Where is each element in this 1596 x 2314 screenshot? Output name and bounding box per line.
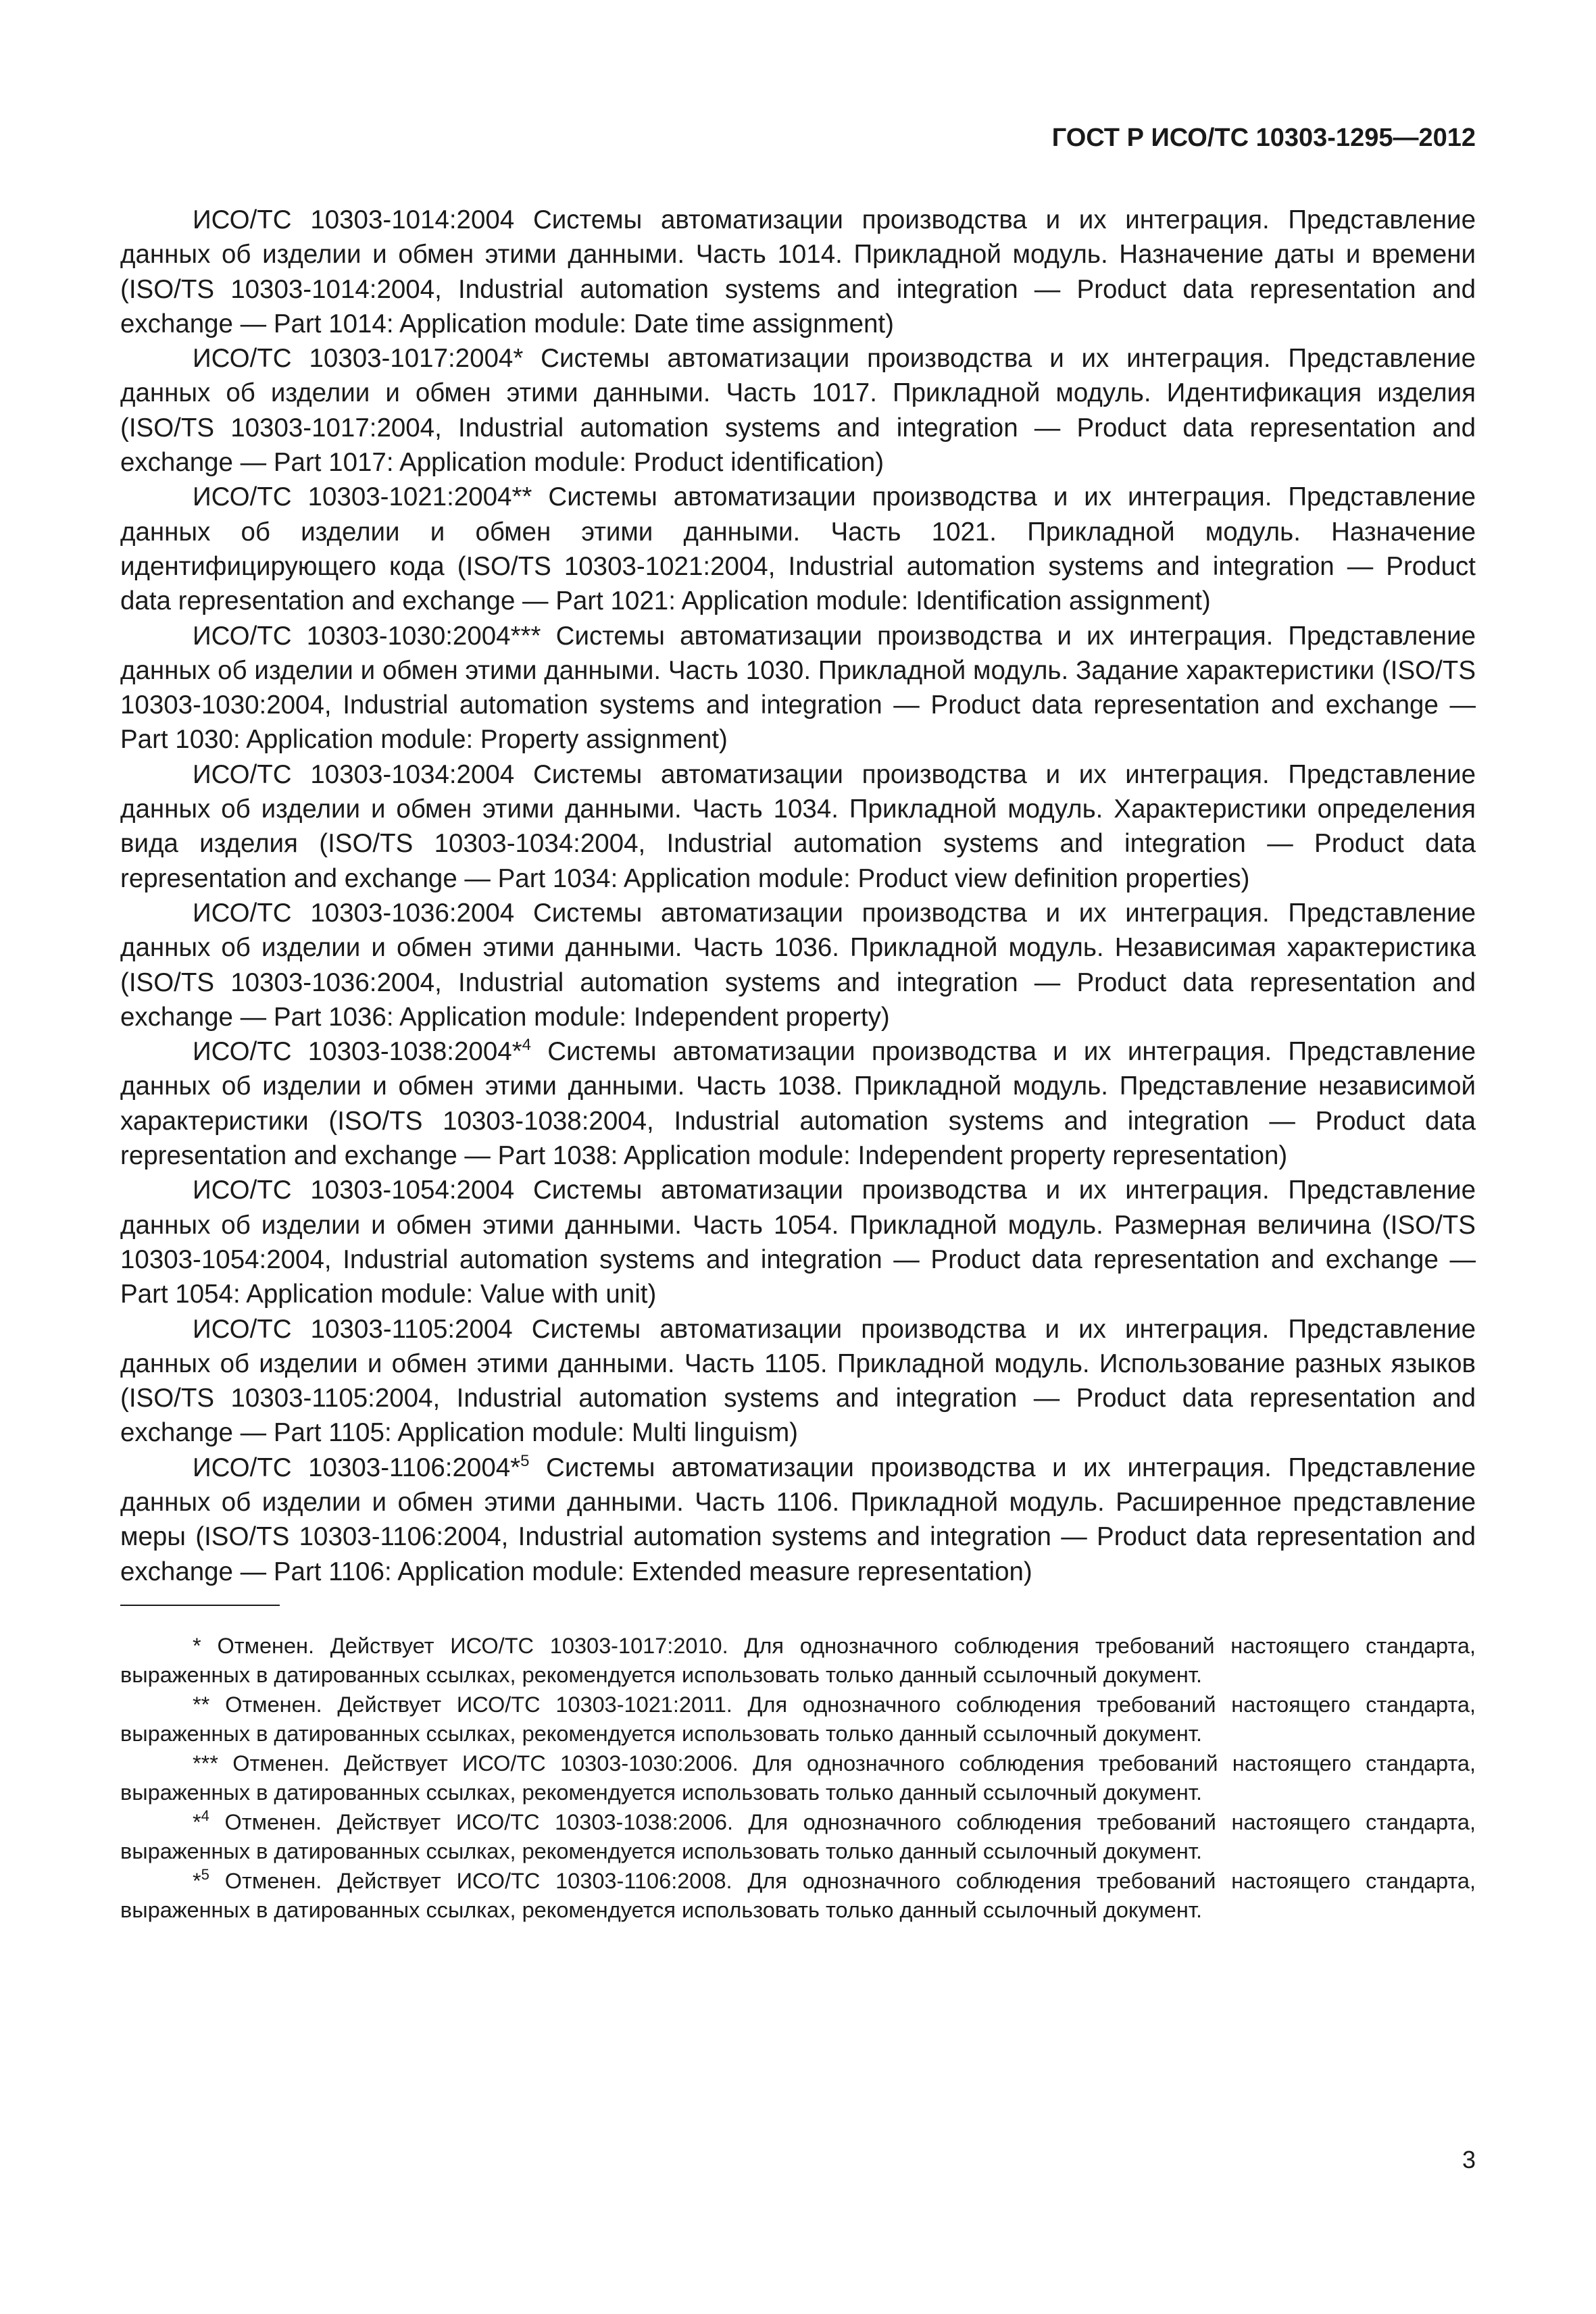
reference-mark: *** — [510, 621, 541, 651]
reference-text: Системы автоматизации производства и их интеграция. Представление данных об изделии и обмен этими данными. Часть 1030. Прикладной модуль. Задание характеристики (ISO/TS 10303-1030:2004, Industrial automation systems and integration — Product data representation and exchange — Part 1030: Application module: Property assignment) — [120, 621, 1476, 755]
footnote-mark-sup: 4 — [201, 1807, 209, 1824]
footnotes — [120, 1632, 1476, 1926]
normative-references-list — [120, 203, 1476, 1589]
footnote-separator — [120, 1605, 280, 1606]
reference-item — [120, 203, 1476, 341]
reference-code: ИСО/ТС 10303-1038:2004 — [193, 1037, 512, 1067]
reference-text: Системы автоматизации производства и их интеграция. Представление данных об изделии и обмен этими данными. Часть 1014. Прикладной модуль. Назначение даты и времени (ISO/TS 10303-1014:2004, Industrial automation systems and integration — Product data representation and exchange — Part 1014: Application module: Date time assignment) — [120, 205, 1476, 338]
reference-code: ИСО/ТС 10303-1054:2004 — [193, 1176, 515, 1205]
reference-text: Системы автоматизации производства и их интеграция. Представление данных об изделии и обмен этими данными. Часть 1036. Прикладной модуль. Независимая характеристика (ISO/TS 10303-1036:2004, Industrial automation systems and integration — Product data representation and exchange — Part 1036: Application module: Independent property) — [120, 898, 1476, 1032]
reference-mark: * — [513, 344, 524, 374]
footnote-mark: * — [193, 1869, 201, 1893]
reference-text: Системы автоматизации производства и их интеграция. Представление данных об изделии и обмен этими данными. Часть 1105. Прикладной модуль. Использование разных языков (ISO/TS 10303-1105:2004, Industrial automation systems and integration — Product data representation and exchange — Part 1105: Application module: Multi linguism) — [120, 1314, 1476, 1448]
reference-code: ИСО/ТС 10303-1034:2004 — [193, 759, 515, 789]
footnote-mark: ** — [193, 1692, 210, 1717]
reference-mark: ** — [512, 482, 532, 512]
page-number: 3 — [1462, 2146, 1476, 2173]
reference-mark-sup: 5 — [520, 1451, 530, 1470]
footnote-text: Отменен. Действует ИСО/ТС 10303-1038:2006. Для однозначного соблюдения требований настоящего стандарта, выраженных в датированных ссылках, рекомендуется использовать только данный ссылочный документ. — [120, 1810, 1476, 1863]
reference-code: ИСО/ТС 10303-1106:2004 — [193, 1453, 511, 1482]
reference-text: Системы автоматизации производства и их интеграция. Представление данных об изделии и обмен этими данными. Часть 1106. Прикладной модуль. Расширенное представление меры (ISO/TS 10303-1106:2004, Industrial automation systems and integration — Product data representation and exchange — Part 1106: Application module: Extended measure representation) — [120, 1453, 1476, 1586]
reference-item — [120, 1173, 1476, 1311]
footnote-item — [120, 1867, 1476, 1924]
reference-code: ИСО/ТС 10303-1014:2004 — [193, 205, 515, 234]
reference-item — [120, 1312, 1476, 1451]
reference-item — [120, 619, 1476, 757]
footnote-mark: *** — [193, 1751, 218, 1776]
reference-text: Системы автоматизации производства и их интеграция. Представление данных об изделии и обмен этими данными. Часть 1054. Прикладной модуль. Размерная величина (ISO/TS 10303-1054:2004, Industrial automation systems and integration — Product data representation and exchange — Part 1054: Application module: Value with unit) — [120, 1176, 1476, 1309]
footnote-item — [120, 1690, 1476, 1748]
document-header-code: ГОСТ Р ИСО/ТС 10303-1295—2012 — [1051, 124, 1476, 152]
reference-mark: * — [510, 1453, 521, 1482]
reference-text: Системы автоматизации производства и их интеграция. Представление данных об изделии и обмен этими данными. Часть 1021. Прикладной модуль. Назначение идентифицирующего кода (ISO/TS 10303-1021:2004, Industrial automation systems and integration — Product data representation and exchange — Part 1021: Application module: Identification assignment) — [120, 482, 1476, 616]
footnote-item — [120, 1808, 1476, 1865]
reference-item — [120, 896, 1476, 1034]
footnote-text: Отменен. Действует ИСО/ТС 10303-1030:2006. Для однозначного соблюдения требований настоящего стандарта, выраженных в датированных ссылках, рекомендуется использовать только данный ссылочный документ. — [120, 1751, 1476, 1805]
footnote-mark: * — [193, 1634, 201, 1658]
reference-text: Системы автоматизации производства и их интеграция. Представление данных об изделии и обмен этими данными. Часть 1038. Прикладной модуль. Представление независимой характеристики (ISO/TS 10303-1038:2004, Industrial automation systems and integration — Product data representation and exchange — Part 1038: Application module: Independent property representation) — [120, 1037, 1476, 1171]
reference-text: Системы автоматизации производства и их интеграция. Представление данных об изделии и обмен этими данными. Часть 1017. Прикладной модуль. Идентификация изделия (ISO/TS 10303-1017:2004, Industrial automation systems and integration — Product data representation and exchange — Part 1017: Application module: Product identification) — [120, 344, 1476, 478]
reference-code: ИСО/ТС 10303-1017:2004 — [193, 344, 514, 374]
reference-item — [120, 757, 1476, 896]
reference-item — [120, 480, 1476, 618]
reference-text: Системы автоматизации производства и их интеграция. Представление данных об изделии и обмен этими данными. Часть 1034. Прикладной модуль. Характеристики определения вида изделия (ISO/TS 10303-1034:2004, Industrial automation systems and integration — Product data representation and exchange — Part 1034: Application module: Product view definition properties) — [120, 759, 1476, 893]
footnote-text: Отменен. Действует ИСО/ТС 10303-1017:2010. Для однозначного соблюдения требований настоящего стандарта, выраженных в датированных ссылках, рекомендуется использовать только данный ссылочный документ. — [120, 1634, 1476, 1687]
footnote-mark: * — [193, 1810, 201, 1834]
footnote-item — [120, 1632, 1476, 1689]
footnote-text: Отменен. Действует ИСО/ТС 10303-1106:2008. Для однозначного соблюдения требований настоящего стандарта, выраженных в датированных ссылках, рекомендуется использовать только данный ссылочный документ. — [120, 1869, 1476, 1922]
reference-code: ИСО/ТС 10303-1021:2004 — [193, 482, 512, 512]
reference-mark: * — [512, 1037, 522, 1067]
reference-code: ИСО/ТС 10303-1036:2004 — [193, 898, 515, 928]
reference-mark-sup: 4 — [522, 1036, 531, 1055]
reference-code: ИСО/ТС 10303-1030:2004 — [193, 621, 511, 651]
footnote-mark-sup: 5 — [201, 1866, 209, 1883]
footnote-item — [120, 1749, 1476, 1807]
reference-item — [120, 341, 1476, 480]
reference-item — [120, 1451, 1476, 1589]
footnote-text: Отменен. Действует ИСО/ТС 10303-1021:2011. Для однозначного соблюдения требований настоящего стандарта, выраженных в датированных ссылках, рекомендуется использовать только данный ссылочный документ. — [120, 1692, 1476, 1746]
reference-item — [120, 1034, 1476, 1173]
reference-code: ИСО/ТС 10303-1105:2004 — [193, 1314, 513, 1344]
